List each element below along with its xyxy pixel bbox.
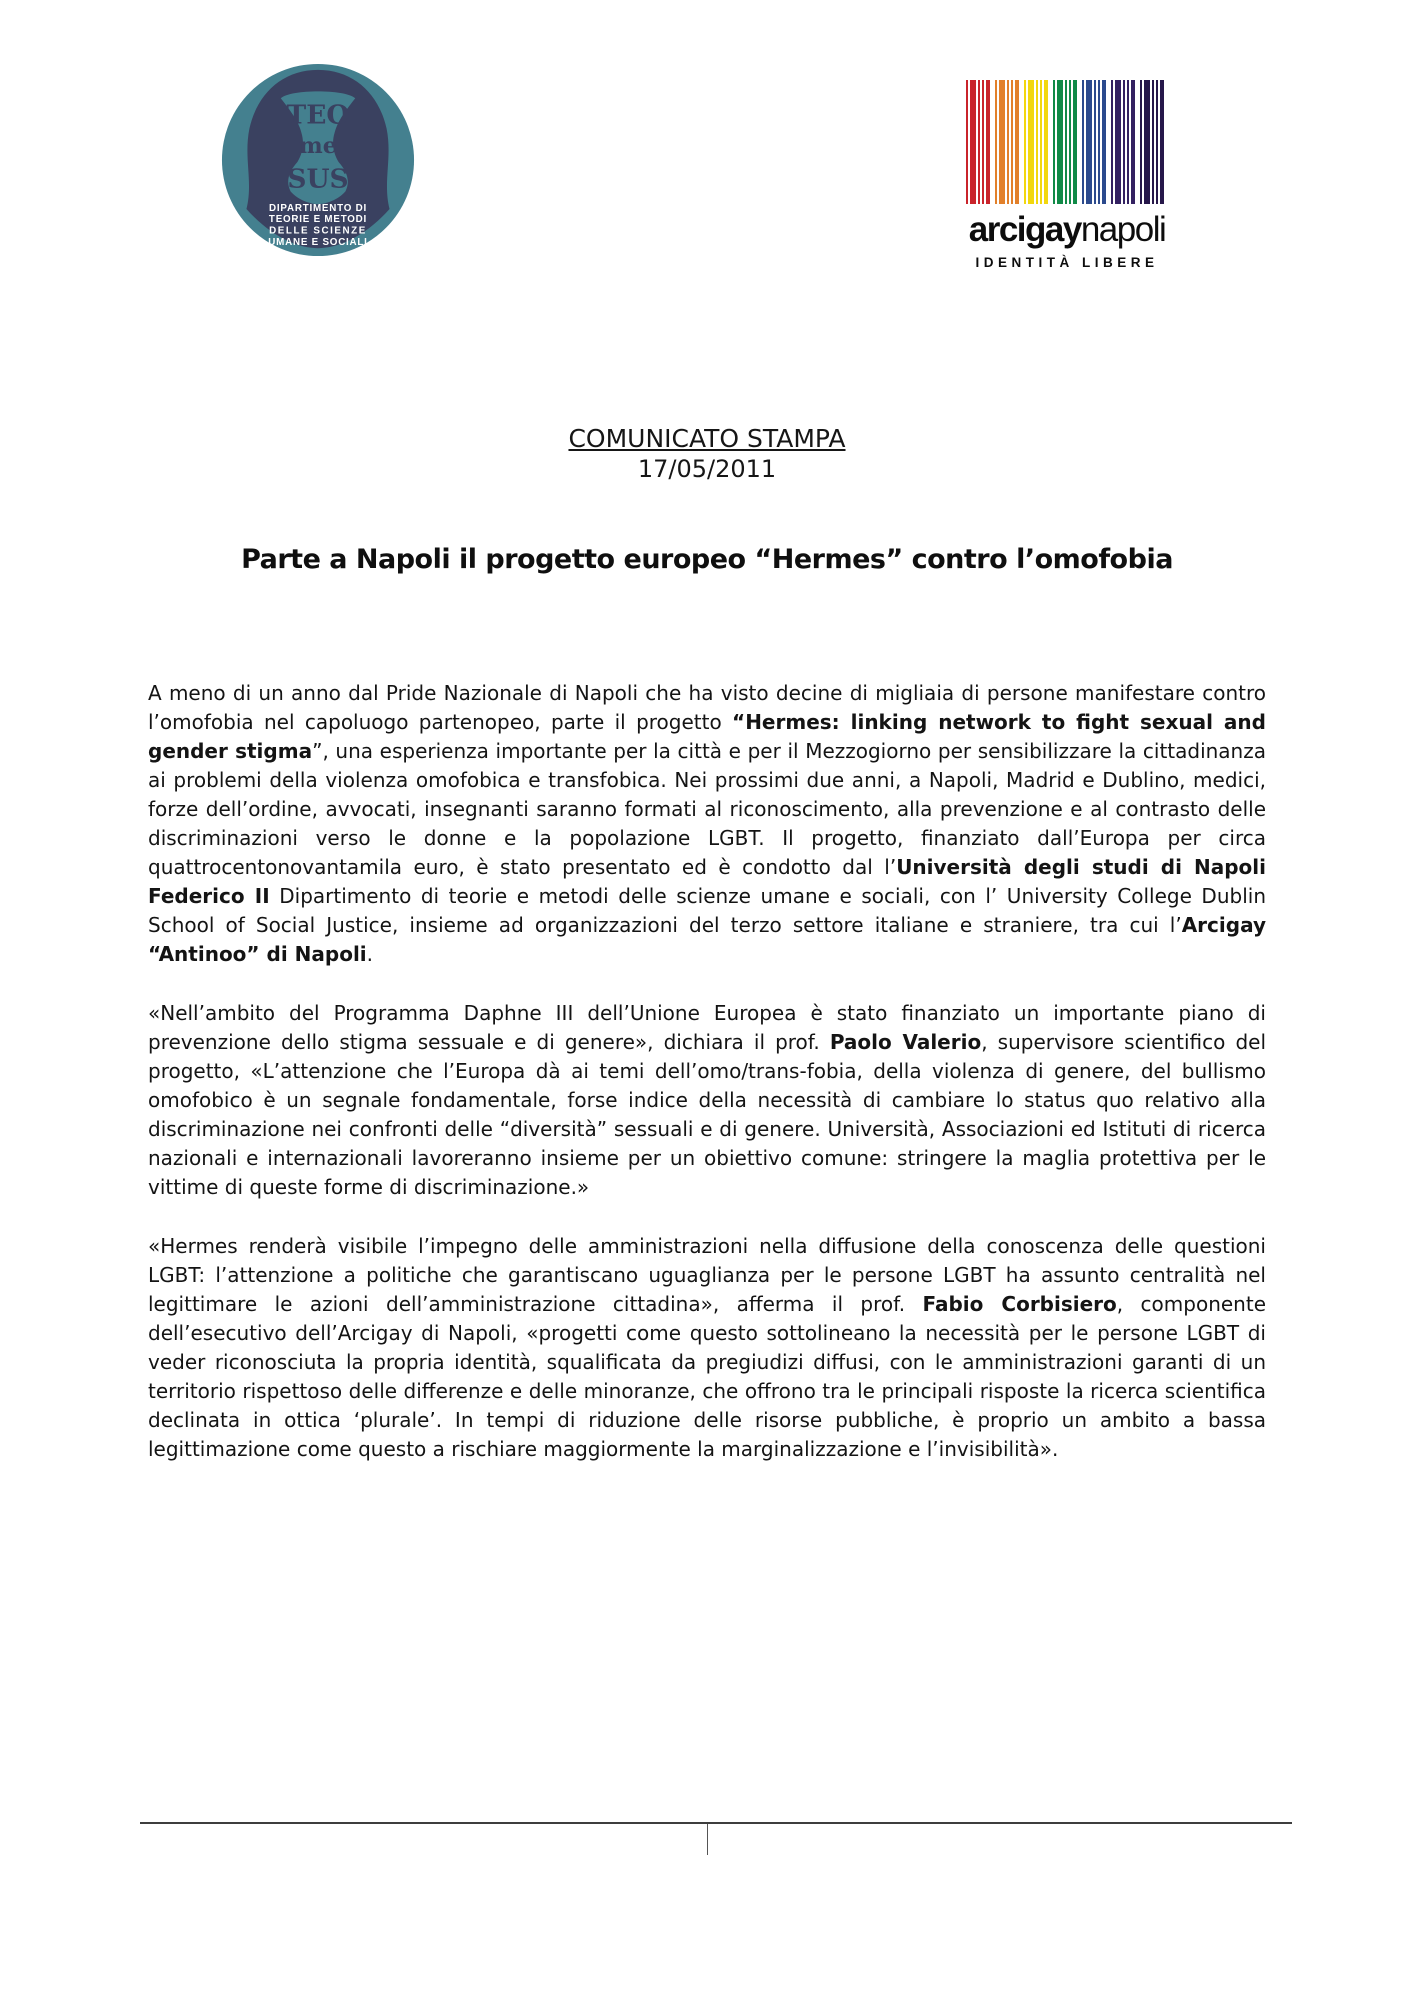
- teomesus-acronym-me: me: [298, 133, 338, 160]
- barcode-bar: [1098, 80, 1100, 204]
- bold-run: “Hermes: linking network to fight sexual and gender stigma: [148, 710, 1266, 763]
- bold-run: Paolo Valerio: [829, 1030, 982, 1054]
- barcode-bar: [982, 80, 984, 204]
- teomesus-caption-line1: DIPARTIMENTO DI: [269, 202, 367, 214]
- barcode-bar: [1065, 80, 1067, 204]
- barcode-bar: [1140, 80, 1142, 204]
- text-run: , componente dell’esecutivo dell’Arcigay di Napoli, «progetti come questo sottolineano la necessità per le persone LGBT di veder riconosciuta la propria identità, squalificata da pregiudizi diffusi, con le amministrazioni garanti di un territorio rispettoso delle differenze e delle minoranze, che offrono tra le principali risposte la ricerca scientifica declinata in ottica ‘plurale’. In tempi di riduzione delle risorse pubbliche, è proprio un ambito a bassa legittimazione come questo a rischiare maggiormente la marginalizzazione e l’invisibilità».: [148, 1292, 1267, 1461]
- text-run: , supervisore scientifico del progetto, «L’attenzione che l’Europa dà ai temi dell’omo/trans-fobia, della violenza di genere, del bullismo omofobico è un segnale fondamentale, forse indice della necessità di cambiare lo status quo relativo alla discriminazione nei confronti delle “diversità” sessuali e di genere. Università, Associazioni ed Istituti di ricerca nazionali e internazionali lavoreranno insieme per un obiettivo comune: stringere la maglia protettiva per le vittime di queste forme di discriminazione.»: [148, 1030, 1267, 1199]
- barcode-bar: [999, 80, 1005, 204]
- footer-center-tick: [707, 1824, 708, 1855]
- headline: Parte a Napoli il progetto europeo “Hermes” contro l’omofobia: [241, 544, 1173, 575]
- barcode-bar: [1152, 80, 1154, 204]
- barcode-bar: [966, 80, 968, 204]
- arcigay-napoli-logo: [952, 80, 1182, 270]
- teomesus-acronym-teo: TEO: [286, 99, 350, 131]
- barcode-bar: [978, 80, 980, 204]
- paragraph: [148, 679, 1266, 969]
- barcode-bar: [1024, 80, 1026, 204]
- text-run: «Hermes renderà visibile l’impegno delle amministrazioni nella diffusione della conoscenza delle questioni LGBT: l’attenzione a politiche che garantiscano uguaglianza per le persone LGBT ha assunto centralità nel legittimare le azioni dell’amministrazione cittadina», afferma il prof.: [148, 1234, 1266, 1316]
- barcode-bar: [1015, 80, 1019, 204]
- text-run: Dipartimento di teorie e metodi delle scienze umane e sociali, con l’ University College Dublin School of Social Justice, insieme ad organizzazioni del terzo settore italiane e straniere, tra cui l’: [148, 884, 1266, 937]
- barcode-bar: [1028, 80, 1034, 204]
- barcode-bar: [995, 80, 997, 204]
- teomesus-caption-line2: TEORIE E METODI: [268, 214, 368, 226]
- barcode-bar: [1073, 80, 1077, 204]
- document-title: COMUNICATO STAMPA: [568, 424, 846, 453]
- text-run: .: [366, 942, 374, 966]
- arcigay-tagline: IDENTITÀ LIBERE: [975, 254, 1159, 270]
- barcode-bar: [1131, 80, 1135, 204]
- text-run: «Nell’ambito del Programma Daphne III dell’Unione Europea è stato finanziato un importante piano di prevenzione dello stigma sessuale e di genere», dichiara il prof.: [148, 1001, 1266, 1054]
- barcode-bar: [1111, 80, 1113, 204]
- rainbow-barcode-icon: [964, 80, 1170, 204]
- barcode-bar: [1053, 80, 1055, 204]
- document-date: 17/05/2011: [637, 455, 777, 483]
- barcode-bar: [986, 80, 990, 204]
- body-text: [148, 679, 1266, 1464]
- bold-run: Fabio Corbisiero: [922, 1292, 1117, 1316]
- paragraph: [148, 999, 1266, 1202]
- barcode-bar: [1127, 80, 1129, 204]
- barcode-bar: [1160, 80, 1164, 204]
- barcode-bar: [1036, 80, 1038, 204]
- teomesus-caption-line3: DELLE SCIENZE: [269, 225, 367, 237]
- barcode-bar: [1011, 80, 1013, 204]
- barcode-bar: [1007, 80, 1009, 204]
- text-run: A meno di un anno dal Pride Nazionale di Napoli che ha visto decine di migliaia di persone manifestare contro l’omofobia nel capoluogo partenopeo, parte il progetto: [148, 681, 1266, 734]
- barcode-bar: [1044, 80, 1048, 204]
- barcode-bar: [1069, 80, 1071, 204]
- teomesus-caption-line4: UMANE E SOCIALI: [268, 236, 368, 248]
- bold-run: Arcigay “Antinoo” di Napoli: [148, 913, 1266, 966]
- barcode-bar: [1123, 80, 1125, 204]
- barcode-bar: [1040, 80, 1042, 204]
- barcode-bar: [1115, 80, 1121, 204]
- barcode-bar: [1094, 80, 1096, 204]
- teomesus-logo: [220, 62, 416, 258]
- barcode-bar: [1057, 80, 1063, 204]
- arcigay-wordmark-bold: arcigay: [968, 210, 1081, 249]
- barcode-bar: [970, 80, 976, 204]
- barcode-bar: [1144, 80, 1150, 204]
- arcigay-wordmark: [952, 212, 1182, 249]
- barcode-bar: [1156, 80, 1158, 204]
- bold-run: Università degli studi di Napoli Federico II: [148, 855, 1266, 908]
- teomesus-logo-icon: [220, 62, 416, 258]
- barcode-bar: [1102, 80, 1106, 204]
- footer-rule: [140, 1822, 1292, 1824]
- teomesus-acronym-sus: SUS: [287, 163, 349, 195]
- barcode-bar: [1082, 80, 1084, 204]
- barcode-bar: [1086, 80, 1092, 204]
- arcigay-wordmark-light: napoli: [1080, 210, 1166, 249]
- paragraph: [148, 1232, 1266, 1464]
- text-run: ”, una esperienza importante per la città e per il Mezzogiorno per sensibilizzare la cittadinanza ai problemi della violenza omofobica e transfobica. Nei prossimi due anni, a Napoli, Madrid e Dublino, medici, forze dell’ordine, avvocati, insegnanti saranno formati al riconoscimento, alla prevenzione e al contrasto delle discriminazioni verso le donne e la popolazione LGBT. Il progetto, finanziato dall’Europa per circa quattrocentonovantamila euro, è stato presentato ed è condotto dal l’: [148, 739, 1266, 879]
